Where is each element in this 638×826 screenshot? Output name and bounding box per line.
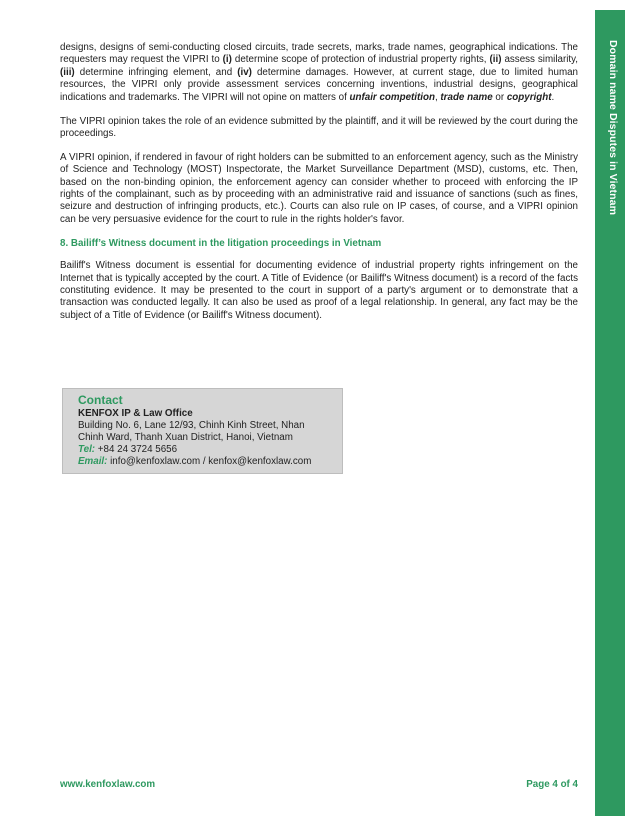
term-copyright: copyright [506,91,552,103]
footer [60,779,578,790]
sidebar-title: Domain name Disputes in Vietnam [607,40,619,216]
text-run: determine damages. However, at current stage, due to limited human resources, the VIPRI only provide assessment services concerning inventions, industrial designs, geographical indications and trademarks. The VIPRI will not opine on matters of [60,66,578,103]
document-body [60,42,578,334]
contact-address-line2: Chinh Ward, Thanh Xuan District, Hanoi, Vietnam [78,432,293,444]
contact-email [78,456,342,468]
page-number: Page 4 of 4 [526,779,578,790]
email-value[interactable]: info@kenfoxlaw.com / kenfox@kenfoxlaw.com [107,456,312,468]
text-run: determine infringing element, and [74,66,238,78]
term-unfair-competition: unfair competition [349,91,435,103]
contact-address-line1: Building No. 6, Lane 12/93, Chinh Kinh Street, Nhan [78,420,305,432]
text-run: designs, designs of semi-conducting closed circuits, trade secrets, marks, trade names, geographical indications. The requesters may request the VIPRI to [60,42,578,66]
contact-tel [78,444,342,456]
marker-iii: (iii) [60,66,75,78]
text-run: determine scope of protection of industrial property rights, [231,54,490,66]
contact-firm: KENFOX IP & Law Office [78,408,193,419]
marker-i: (i) [222,54,232,66]
contact-box [62,388,343,474]
paragraph-vipri-evidence: The VIPRI opinion takes the role of an evidence submitted by the plaintiff, and it will be reviewed by the court during the proceedings. [60,115,578,139]
tel-value: +84 24 3724 5656 [95,444,178,456]
paragraph-bailiff: Bailiff's Witness document is essential for documenting evidence of industrial property rights infringement on the Internet that is typically accepted by the court. A Title of Evidence (or Bailiff's Witness document) is a record of the facts constituting evidence. It may be presented to the court in support of a party's argument or to demonstrate that a transaction was conducted legally. It can also be used as proof of a legal relationship. In general, any fact may be the subject of a Title of Evidence (or Bailiff's Witness document). [60,260,578,321]
text-run: . [551,91,555,103]
email-label: Email: [78,456,108,468]
marker-iv: (iv) [237,66,252,78]
marker-ii: (ii) [489,54,502,66]
paragraph-vipri-scope [60,42,578,104]
text-run: or [492,91,507,103]
text-run: , [434,91,441,103]
term-trade-name: trade name [440,91,493,103]
contact-title: Contact [78,393,123,407]
tel-label: Tel: [78,444,96,456]
text-run: assess similarity, [501,54,578,66]
section-heading: 8. Bailiff’s Witness document in the litigation proceedings in Vietnam [60,237,382,249]
footer-website-link[interactable]: www.kenfoxlaw.com [60,779,156,790]
paragraph-vipri-enforcement: A VIPRI opinion, if rendered in favour of right holders can be submitted to an enforcement agency, such as the Ministry of Science and Technology (MOST) Inspectorate, the Market Surveillance Department (MSD), customs, etc. Then, based on the non-binding opinion, the enforcement agency can consider whether to proceed with enforcing the IP rights of the complainant, such as by proceeding with an administrative raid and issuance of sanctions (such as fines, seizure and destruction of infringing products, etc.). Courts can also rule on IP cases, of course, and a VIPRI opinion can be very persuasive evidence for the court to rule in the rights holder's favor. [60,151,578,225]
